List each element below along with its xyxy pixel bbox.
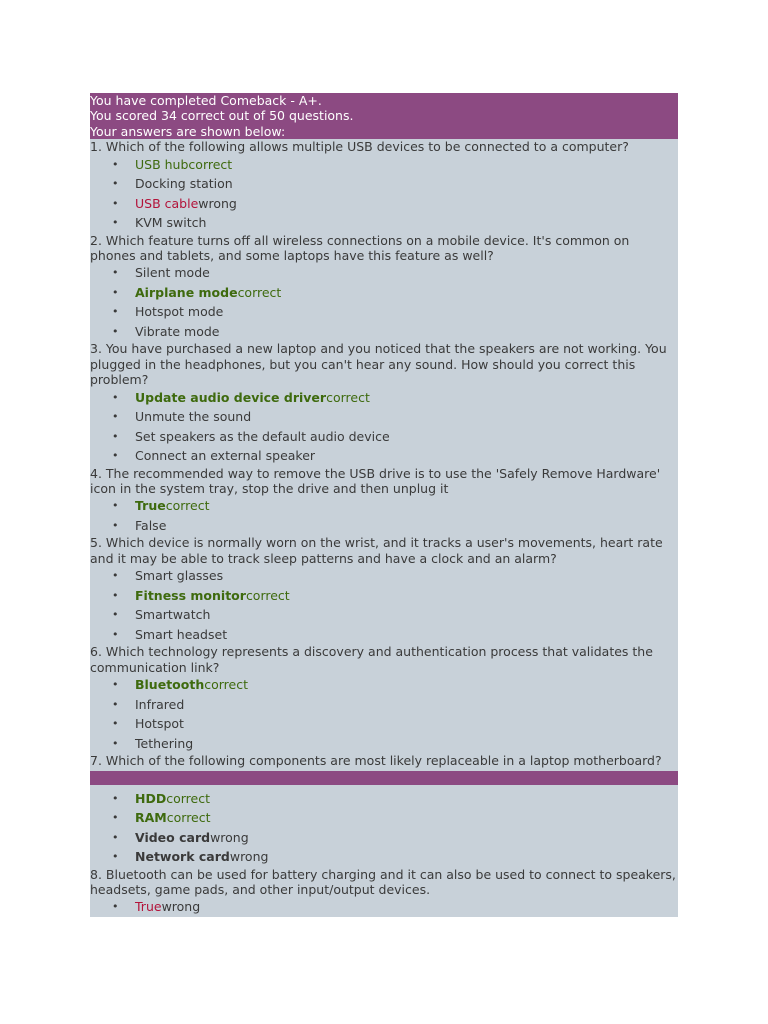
answer-option bbox=[90, 302, 678, 322]
correct-mark: correct bbox=[326, 389, 370, 405]
completion-message: You have completed Comeback - A+. bbox=[90, 93, 322, 108]
answer-text: Tethering bbox=[135, 735, 194, 751]
question-text: 4. The recommended way to remove the USB drive is to use the 'Safely Remove Hardware' icon in the system tray, stop the drive and then unplug it bbox=[90, 465, 661, 497]
answer-text: Hotspot mode bbox=[135, 304, 224, 320]
bullet-icon: • bbox=[112, 324, 119, 338]
answer-option bbox=[90, 213, 678, 233]
wrong-mark: wrong bbox=[229, 849, 269, 864]
answer-text: KVM switch bbox=[135, 215, 207, 231]
answer-text: Update audio device driver bbox=[135, 389, 327, 405]
answer-option bbox=[90, 446, 678, 466]
bullet-icon: • bbox=[112, 608, 119, 622]
answer-option bbox=[90, 407, 678, 427]
score-message: You scored 34 correct out of 50 questions. bbox=[90, 108, 354, 124]
wrong-mark: wrong bbox=[161, 899, 201, 915]
answer-text: Airplane mode bbox=[135, 284, 238, 300]
answer-list bbox=[90, 388, 678, 466]
answer-option bbox=[90, 516, 678, 536]
answer-text: Fitness monitor bbox=[135, 587, 246, 603]
answers-intro: Your answers are shown below: bbox=[90, 123, 286, 139]
answer-text: Video card bbox=[135, 829, 211, 845]
bullet-icon: • bbox=[112, 850, 119, 863]
bullet-icon: • bbox=[112, 390, 119, 404]
answer-text: Docking station bbox=[135, 176, 233, 192]
answer-option bbox=[90, 322, 678, 342]
question-text: 2. Which feature turns off all wireless connections on a mobile device. It's common on phones and tablets, and some laptops have this feature as well? bbox=[90, 232, 630, 264]
answer-option bbox=[90, 605, 678, 625]
bullet-icon: • bbox=[112, 588, 119, 602]
answer-text: Smartwatch bbox=[135, 607, 211, 623]
answer-option bbox=[90, 714, 678, 734]
answer-text: RAM bbox=[135, 810, 167, 825]
answer-option bbox=[90, 496, 678, 516]
answer-text: HDD bbox=[135, 790, 167, 806]
bullet-icon: • bbox=[112, 678, 119, 692]
wrong-mark: wrong bbox=[210, 829, 249, 845]
answer-option bbox=[90, 263, 678, 283]
answer-text: Vibrate mode bbox=[135, 323, 220, 339]
answer-option bbox=[90, 427, 678, 447]
question-list bbox=[90, 139, 678, 917]
correct-mark: correct bbox=[188, 156, 233, 172]
answer-text: Set speakers as the default audio device bbox=[135, 428, 390, 444]
answer-option bbox=[90, 283, 678, 303]
answer-option bbox=[90, 194, 678, 214]
bullet-icon: • bbox=[112, 196, 119, 210]
answer-list bbox=[90, 897, 678, 917]
bullet-icon: • bbox=[112, 811, 119, 824]
bullet-icon: • bbox=[112, 429, 119, 443]
answer-option bbox=[90, 847, 678, 867]
answer-list bbox=[90, 263, 678, 341]
bullet-icon: • bbox=[112, 830, 119, 844]
answer-option bbox=[90, 388, 678, 408]
question-text: 1. Which of the following allows multiple USB devices to be connected to a computer? bbox=[90, 139, 629, 155]
question-text: 8. Bluetooth can be used for battery charging and it can also be used to connect to speakers, headsets, game pads, and other input/output devices. bbox=[90, 866, 676, 897]
bullet-icon: • bbox=[112, 736, 119, 750]
bullet-icon: • bbox=[112, 177, 119, 191]
answer-option bbox=[90, 808, 678, 828]
correct-mark: correct bbox=[204, 677, 248, 693]
answer-option bbox=[90, 586, 678, 606]
wrong-mark: wrong bbox=[198, 195, 237, 211]
bullet-icon: • bbox=[112, 697, 119, 711]
answer-text: Smart glasses bbox=[135, 568, 224, 584]
answer-text: USB hub bbox=[135, 156, 189, 172]
correct-mark: correct bbox=[166, 810, 211, 825]
answer-option bbox=[90, 675, 678, 695]
bullet-icon: • bbox=[112, 717, 119, 731]
answer-option bbox=[90, 897, 678, 917]
answer-text: Smart headset bbox=[135, 626, 228, 642]
answer-text: Silent mode bbox=[135, 265, 210, 281]
answer-option bbox=[90, 789, 678, 809]
answer-option bbox=[90, 566, 678, 586]
answer-text: Bluetooth bbox=[135, 677, 205, 693]
question-text: 6. Which technology represents a discovery and authentication process that validates the communication link? bbox=[90, 644, 653, 675]
answer-list bbox=[90, 789, 678, 867]
bullet-icon: • bbox=[112, 627, 119, 641]
result-banner bbox=[90, 93, 678, 139]
question-text: 5. Which device is normally worn on the wrist, and it tracks a user's movements, heart rate and it may be able to track sleep patterns and have a clock and an alarm? bbox=[90, 535, 663, 566]
answer-text: Hotspot bbox=[135, 716, 184, 732]
answer-list bbox=[90, 155, 678, 233]
bullet-icon: • bbox=[112, 410, 119, 424]
section-divider bbox=[90, 771, 678, 785]
answer-option bbox=[90, 695, 678, 715]
answer-text: Connect an external speaker bbox=[135, 448, 316, 464]
bullet-icon: • bbox=[112, 791, 119, 805]
answer-option bbox=[90, 155, 678, 175]
answer-text: USB cable bbox=[135, 195, 199, 211]
bullet-icon: • bbox=[112, 569, 119, 583]
answer-text: Unmute the sound bbox=[135, 409, 252, 425]
bullet-icon: • bbox=[112, 285, 119, 299]
answer-text: False bbox=[135, 517, 167, 533]
correct-mark: correct bbox=[166, 790, 210, 806]
bullet-icon: • bbox=[112, 499, 119, 513]
answer-option bbox=[90, 625, 678, 645]
answer-text: Infrared bbox=[135, 696, 185, 712]
correct-mark: correct bbox=[165, 498, 210, 514]
bullet-icon: • bbox=[112, 305, 119, 319]
bullet-icon: • bbox=[112, 216, 119, 230]
answer-option bbox=[90, 734, 678, 754]
bullet-icon: • bbox=[112, 449, 119, 463]
bullet-icon: • bbox=[112, 900, 119, 914]
answer-text: True bbox=[135, 498, 166, 514]
bullet-icon: • bbox=[112, 266, 119, 280]
answer-text: True bbox=[135, 899, 162, 915]
quiz-results bbox=[90, 93, 678, 917]
answer-list bbox=[90, 566, 678, 644]
answer-list bbox=[90, 496, 678, 535]
answer-option bbox=[90, 828, 678, 848]
question-text: 3. You have purchased a new laptop and you noticed that the speakers are not working. You plugged in the headphones, but you can't hear any sound. How should you correct this problem? bbox=[90, 341, 667, 388]
bullet-icon: • bbox=[112, 157, 119, 171]
answer-list bbox=[90, 675, 678, 753]
correct-mark: correct bbox=[237, 284, 282, 300]
bullet-icon: • bbox=[112, 518, 119, 532]
answer-text: Network card bbox=[135, 849, 230, 864]
correct-mark: correct bbox=[245, 587, 290, 603]
question-text: 7. Which of the following components are most likely replaceable in a laptop motherboard? bbox=[90, 753, 662, 769]
answer-option bbox=[90, 174, 678, 194]
